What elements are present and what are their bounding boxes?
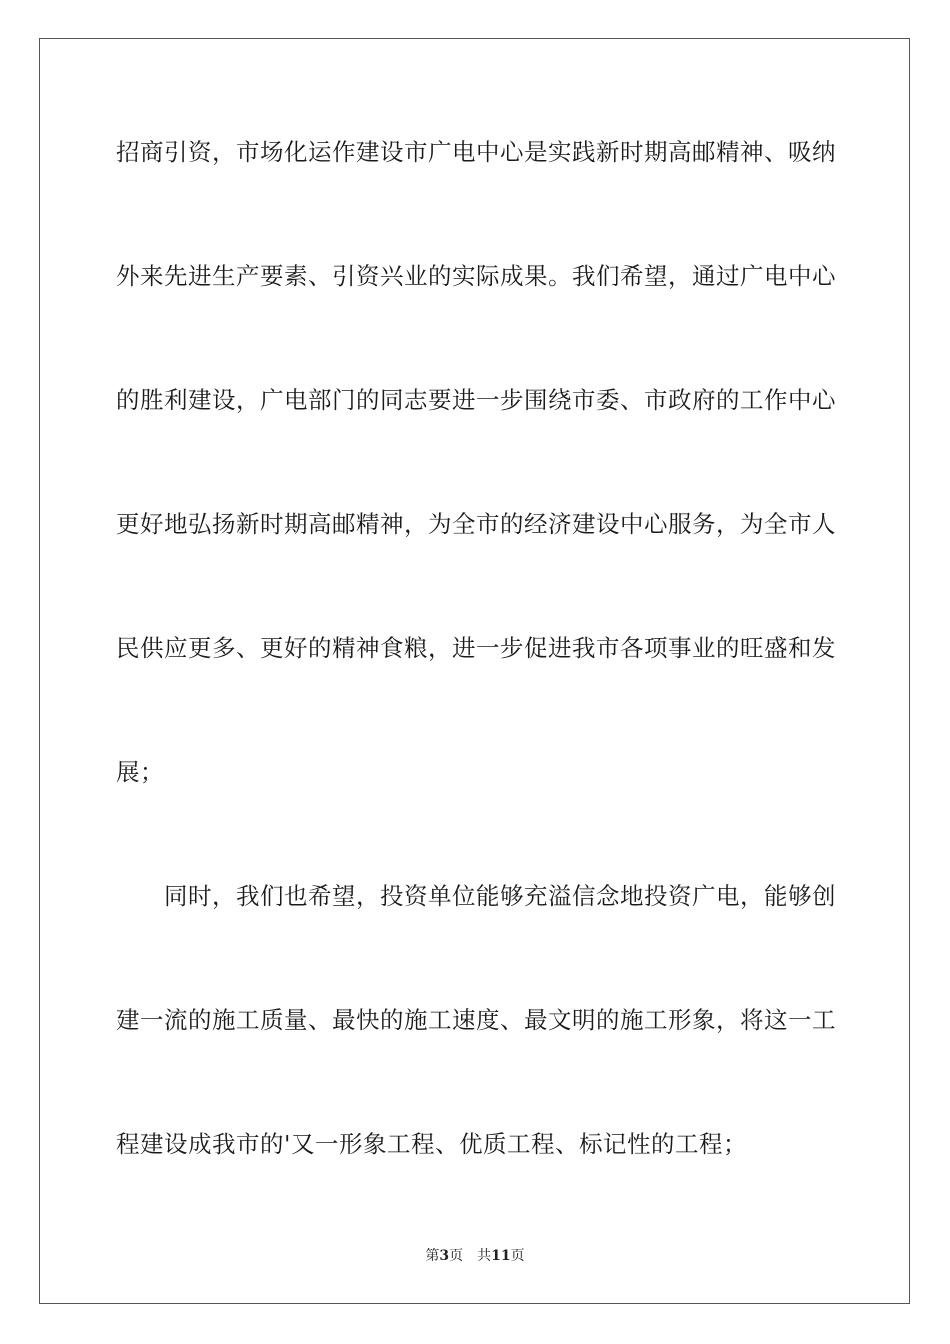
paragraph-line-indented: 同时，我们也希望，投资单位能够充溢信念地投资广电，能够创: [164, 882, 836, 910]
page-total: 11: [491, 1248, 511, 1264]
page-footer: [0, 1245, 950, 1265]
page-current: 3: [439, 1248, 450, 1264]
paragraph-line: 的胜利建设，广电部门的同志要进一步围绕市委、市政府的工作中心: [116, 386, 836, 414]
paragraph-line: 展；: [116, 758, 164, 786]
total-prefix: 共: [477, 1248, 492, 1264]
document-body: [116, 120, 836, 1236]
page-suffix: 页: [449, 1248, 464, 1264]
page-prefix: 第: [425, 1248, 440, 1264]
paragraph-line: 外来先进生产要素、引资兴业的实际成果。我们希望，通过广电中心: [116, 262, 836, 290]
paragraph-line: 民供应更多、更好的精神食粮，进一步促进我市各项事业的旺盛和发: [116, 634, 836, 662]
paragraph-line: 建一流的施工质量、最快的施工速度、最文明的施工形象，将这一工: [116, 1006, 836, 1034]
paragraph-line: 招商引资，市场化运作建设市广电中心是实践新时期高邮精神、吸纳: [116, 138, 836, 166]
total-suffix: 页: [510, 1248, 525, 1264]
paragraph-line: 程建设成我市的'又一形象工程、优质工程、标记性的工程；: [116, 1130, 747, 1158]
paragraph-line: 更好地弘扬新时期高邮精神，为全市的经济建设中心服务，为全市人: [116, 510, 836, 538]
